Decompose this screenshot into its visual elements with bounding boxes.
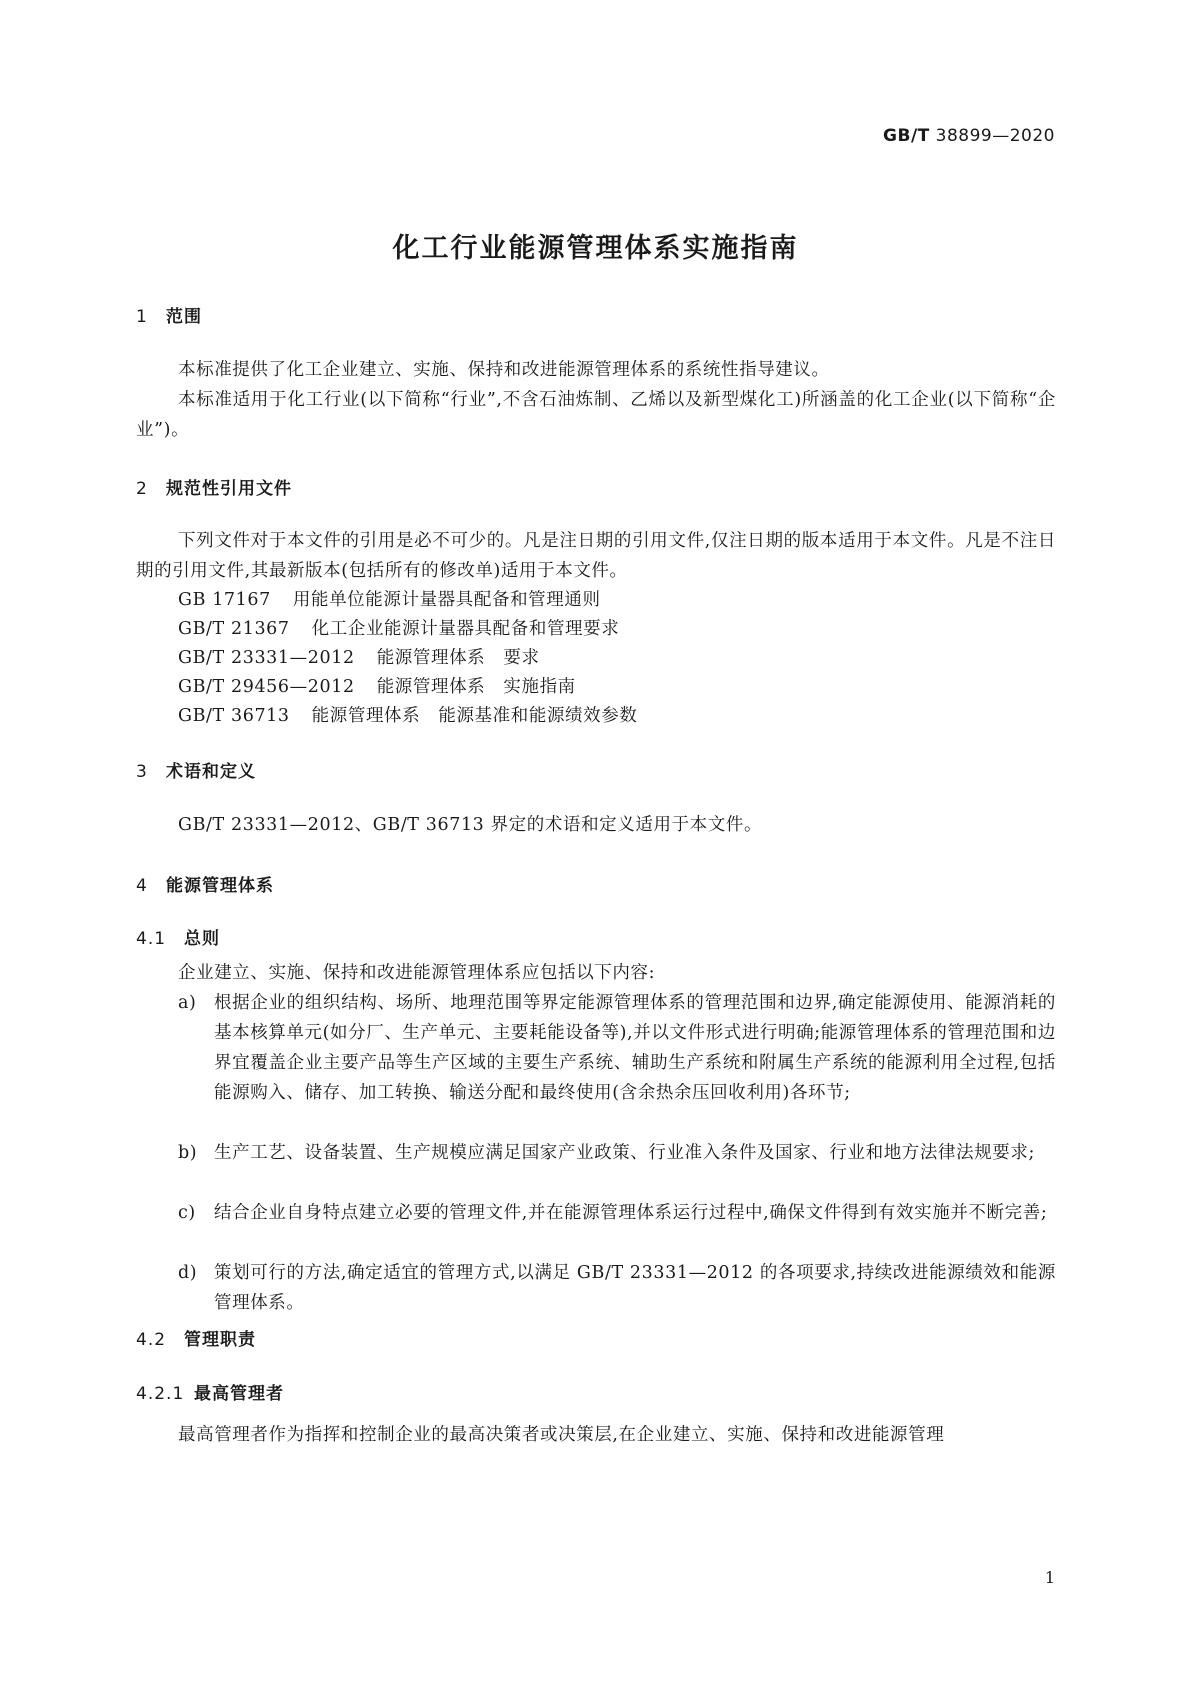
standard-prefix: GB/T	[883, 126, 930, 146]
scope-paragraph-1: 本标准提供了化工企业建立、实施、保持和改进能源管理体系的系统性指导建议。	[178, 360, 830, 380]
reference-code: GB/T 36713	[178, 706, 290, 726]
section-4-heading	[136, 871, 274, 896]
section-title: 最高管理者	[194, 1384, 284, 1404]
list-marker: a)	[178, 993, 197, 1013]
section-number: 4	[136, 876, 148, 896]
section-4-2-heading	[136, 1325, 256, 1350]
section-4-1-heading	[136, 924, 220, 949]
list-item	[178, 1138, 1056, 1168]
section-title: 管理职责	[184, 1330, 256, 1350]
terms-paragraph: GB/T 23331—2012、GB/T 36713 界定的术语和定义适用于本文件。	[178, 815, 763, 835]
section-title: 能源管理体系	[166, 876, 274, 896]
section-number: 4.2	[136, 1330, 167, 1350]
section-title: 范围	[166, 307, 202, 327]
reference-title: 能源管理体系 实施指南	[376, 677, 576, 697]
list-text: 结合企业自身特点建立必要的管理文件,并在能源管理体系运行过程中,确保文件得到有效实施并不断完善;	[214, 1203, 1048, 1223]
list-text: 生产工艺、设备装置、生产规模应满足国家产业政策、行业准入条件及国家、行业和地方法律法规要求;	[214, 1143, 1035, 1163]
reference-title: 能源管理体系 要求	[376, 648, 540, 668]
general-intro-paragraph: 企业建立、实施、保持和改进能源管理体系应包括以下内容:	[178, 963, 656, 983]
reference-code: GB/T 23331—2012	[178, 648, 355, 668]
section-1-heading	[136, 302, 202, 327]
list-item	[178, 1258, 1056, 1318]
section-2-heading	[136, 474, 292, 499]
reference-item	[178, 673, 576, 698]
section-number: 4.1	[136, 929, 167, 949]
section-number: 3	[136, 762, 148, 782]
scope-paragraph-2: 本标准适用于化工行业(以下简称“行业”,不含石油炼制、乙烯以及新型煤化工)所涵盖的化工企业(以下简称“企业”)。	[136, 390, 1056, 440]
section-4-2-1-heading	[136, 1379, 284, 1404]
page-number: 1	[1044, 1568, 1055, 1587]
top-management-paragraph: 最高管理者作为指挥和控制企业的最高决策者或决策层,在企业建立、实施、保持和改进能源管理	[178, 1425, 945, 1445]
list-marker: b)	[178, 1143, 198, 1163]
list-item	[178, 1198, 1056, 1228]
standard-number	[883, 126, 1055, 146]
reference-code: GB 17167	[178, 590, 271, 610]
references-intro-paragraph: 下列文件对于本文件的引用是必不可少的。凡是注日期的引用文件,仅注日期的版本适用于本文件。凡是不注日期的引用文件,其最新版本(包括所有的修改单)适用于本文件。	[136, 531, 1056, 581]
section-title: 规范性引用文件	[166, 479, 292, 499]
reference-item	[178, 702, 637, 727]
section-title: 总则	[184, 929, 220, 949]
list-marker: d)	[178, 1263, 198, 1283]
reference-code: GB/T 29456—2012	[178, 677, 355, 697]
reference-code: GB/T 21367	[178, 619, 290, 639]
list-marker: c)	[178, 1203, 196, 1223]
section-number: 2	[136, 479, 148, 499]
document-title: 化工行业能源管理体系实施指南	[392, 233, 799, 264]
reference-title: 能源管理体系 能源基准和能源绩效参数	[311, 706, 638, 726]
reference-item	[178, 644, 540, 669]
list-text: 根据企业的组织结构、场所、地理范围等界定能源管理体系的管理范围和边界,确定能源使用、能源消耗的基本核算单元(如分厂、生产单元、主要耗能设备等),并以文件形式进行明确;能源管理体系的管理范围和边界宜覆盖企业主要产品等生产区域的主要生产系统、辅助生产系统和附属生产系统的能源利用全过程,包括能源购入、储存、加工转换、输送分配和最终使用(含余热余压回收利用)各环节;	[214, 993, 1057, 1103]
reference-title: 用能单位能源计量器具配备和管理通则	[292, 590, 601, 610]
reference-item	[178, 615, 619, 640]
list-text: 策划可行的方法,确定适宜的管理方式,以满足 GB/T 23331—2012 的各项要求,持续改进能源绩效和能源管理体系。	[214, 1263, 1056, 1313]
list-item	[178, 988, 1056, 1108]
reference-title: 化工企业能源计量器具配备和管理要求	[311, 619, 620, 639]
section-number: 4.2.1	[136, 1384, 185, 1404]
standard-code: 38899—2020	[935, 126, 1055, 146]
reference-item	[178, 586, 601, 611]
section-3-heading	[136, 757, 256, 782]
section-title: 术语和定义	[166, 762, 256, 782]
section-number: 1	[136, 307, 148, 327]
